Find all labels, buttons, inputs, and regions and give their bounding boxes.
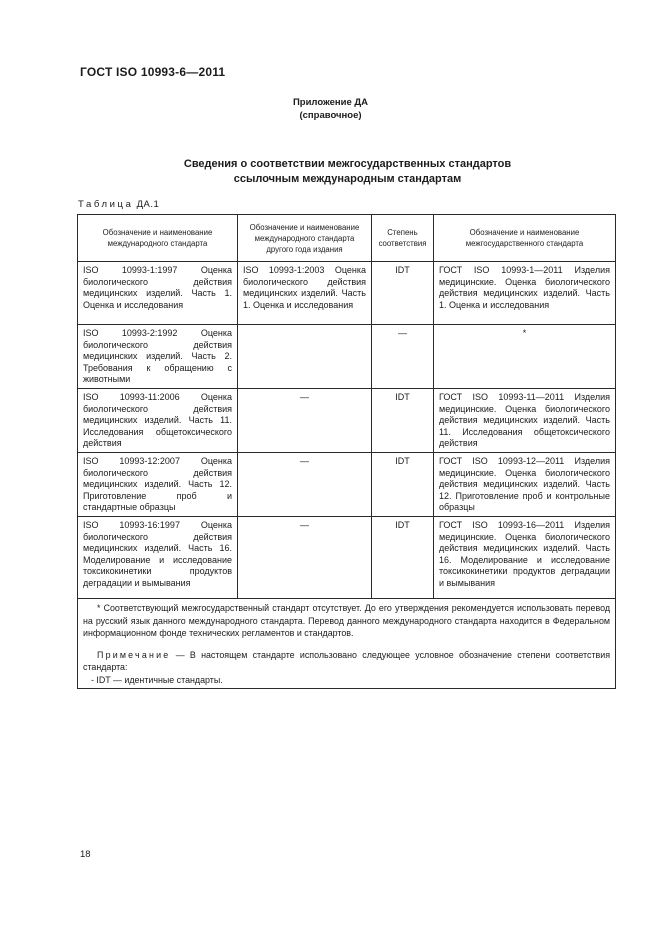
header-interstate: Обозначение и наименование межгосударственного стандарта: [434, 215, 616, 262]
annex-title-line-2: ссылочным международным стандартам: [233, 173, 462, 185]
cell-intl-other: ISO 10993-1:2003 Оценка биологического действия медицинских изделий. Часть 1. Оценка и исследования: [238, 262, 372, 325]
cell-intl: ISO 10993-1:1997 Оценка биологического действия медицинских изделий. Часть 1. Оценка и исследования: [78, 262, 238, 325]
annex-heading: [0, 96, 661, 122]
cell-intl-other: —: [238, 452, 372, 516]
annex-title: [0, 157, 661, 187]
cell-intl: ISO 10993-2:1992 Оценка биологического действия медицинских изделий. Часть 2. Требования к обращению с животными: [78, 325, 238, 389]
cell-interstate: ГОСТ ISO 10993-11—2011 Изделия медицинские. Оценка биологического действия медицинских изделий. Часть 11. Исследования общетоксического действия: [434, 388, 616, 452]
cell-intl: ISO 10993-16:1997 Оценка биологического действия медицинских изделий. Часть 16. Моделирование и исследование токсикокинетики продуктов деградации и вымывания: [78, 516, 238, 598]
cell-degree: IDT: [372, 452, 434, 516]
annex-title-line-1: Сведения о соответствии межгосударственных стандартов: [183, 158, 512, 170]
standards-table: [77, 214, 616, 689]
cell-interstate: ГОСТ ISO 10993-1—2011 Изделия медицинские. Оценка биологического действия медицинских изделий. Часть 1. Оценка и исследования: [434, 262, 616, 325]
table-row: [78, 388, 616, 452]
table-label: [78, 199, 159, 210]
note-prefix: Примечание: [97, 649, 171, 660]
annex-kind: (справочное): [299, 110, 362, 121]
cell-degree: IDT: [372, 388, 434, 452]
note: [83, 649, 610, 674]
note-item: [83, 674, 610, 687]
note-item-text: - IDT — идентичные стандарты.: [91, 674, 223, 685]
cell-intl-other: —: [238, 388, 372, 452]
cell-degree: IDT: [372, 516, 434, 598]
footnote-text: * Соответствующий межгосударственный стандарт отсутствует. До его утверждения рекомендуется использовать перевод на русский язык данного международного стандарта. Перевод данного международного стандарта находится в Федеральном информационном фонде технических регламентов и стандартов.: [83, 602, 610, 639]
cell-intl: ISO 10993-12:2007 Оценка биологического действия медицинских изделий. Часть 12. Приготовление проб и стандартные образцы: [78, 452, 238, 516]
annex-label: Приложение ДА: [292, 97, 369, 108]
header-intl-other: Обозначение и наименование международного стандарта другого года издания: [238, 215, 372, 262]
table-label-number: ДА.1: [136, 199, 160, 210]
table-row: [78, 516, 616, 598]
table-notes: [78, 598, 616, 689]
table-header-row: [78, 215, 616, 262]
footnote: [83, 602, 610, 640]
header-degree: Степень соответствия: [372, 215, 434, 262]
table-label-prefix: Таблица: [78, 199, 134, 210]
table-row: [78, 262, 616, 325]
cell-interstate: ГОСТ ISO 10993-16—2011 Изделия медицинские. Оценка биологического действия медицинских изделий. Часть 16. Моделирование и исследование токсикокинетики продуктов деградации и вымывания: [434, 516, 616, 598]
cell-degree: —: [372, 325, 434, 389]
cell-degree: IDT: [372, 262, 434, 325]
cell-intl: ISO 10993-11:2006 Оценка биологического действия медицинских изделий. Часть 11. Исследования общетоксического действия: [78, 388, 238, 452]
document-header: ГОСТ ISO 10993-6—2011: [80, 65, 226, 79]
table-row: [78, 452, 616, 516]
cell-intl-other: —: [238, 516, 372, 598]
header-intl: Обозначение и наименование международного стандарта: [78, 215, 238, 262]
table-row: [78, 325, 616, 389]
table-note-row: [78, 598, 616, 689]
cell-interstate: *: [434, 325, 616, 389]
cell-interstate: ГОСТ ISO 10993-12—2011 Изделия медицинские. Оценка биологического действия медицинских изделий. Часть 12. Приготовление проб и контрольные образцы: [434, 452, 616, 516]
cell-intl-other: [238, 325, 372, 389]
page-number: 18: [80, 849, 91, 860]
note-text: — В настоящем стандарте использовано следующее условное обозначение степени соответствия стандарта:: [83, 649, 610, 673]
